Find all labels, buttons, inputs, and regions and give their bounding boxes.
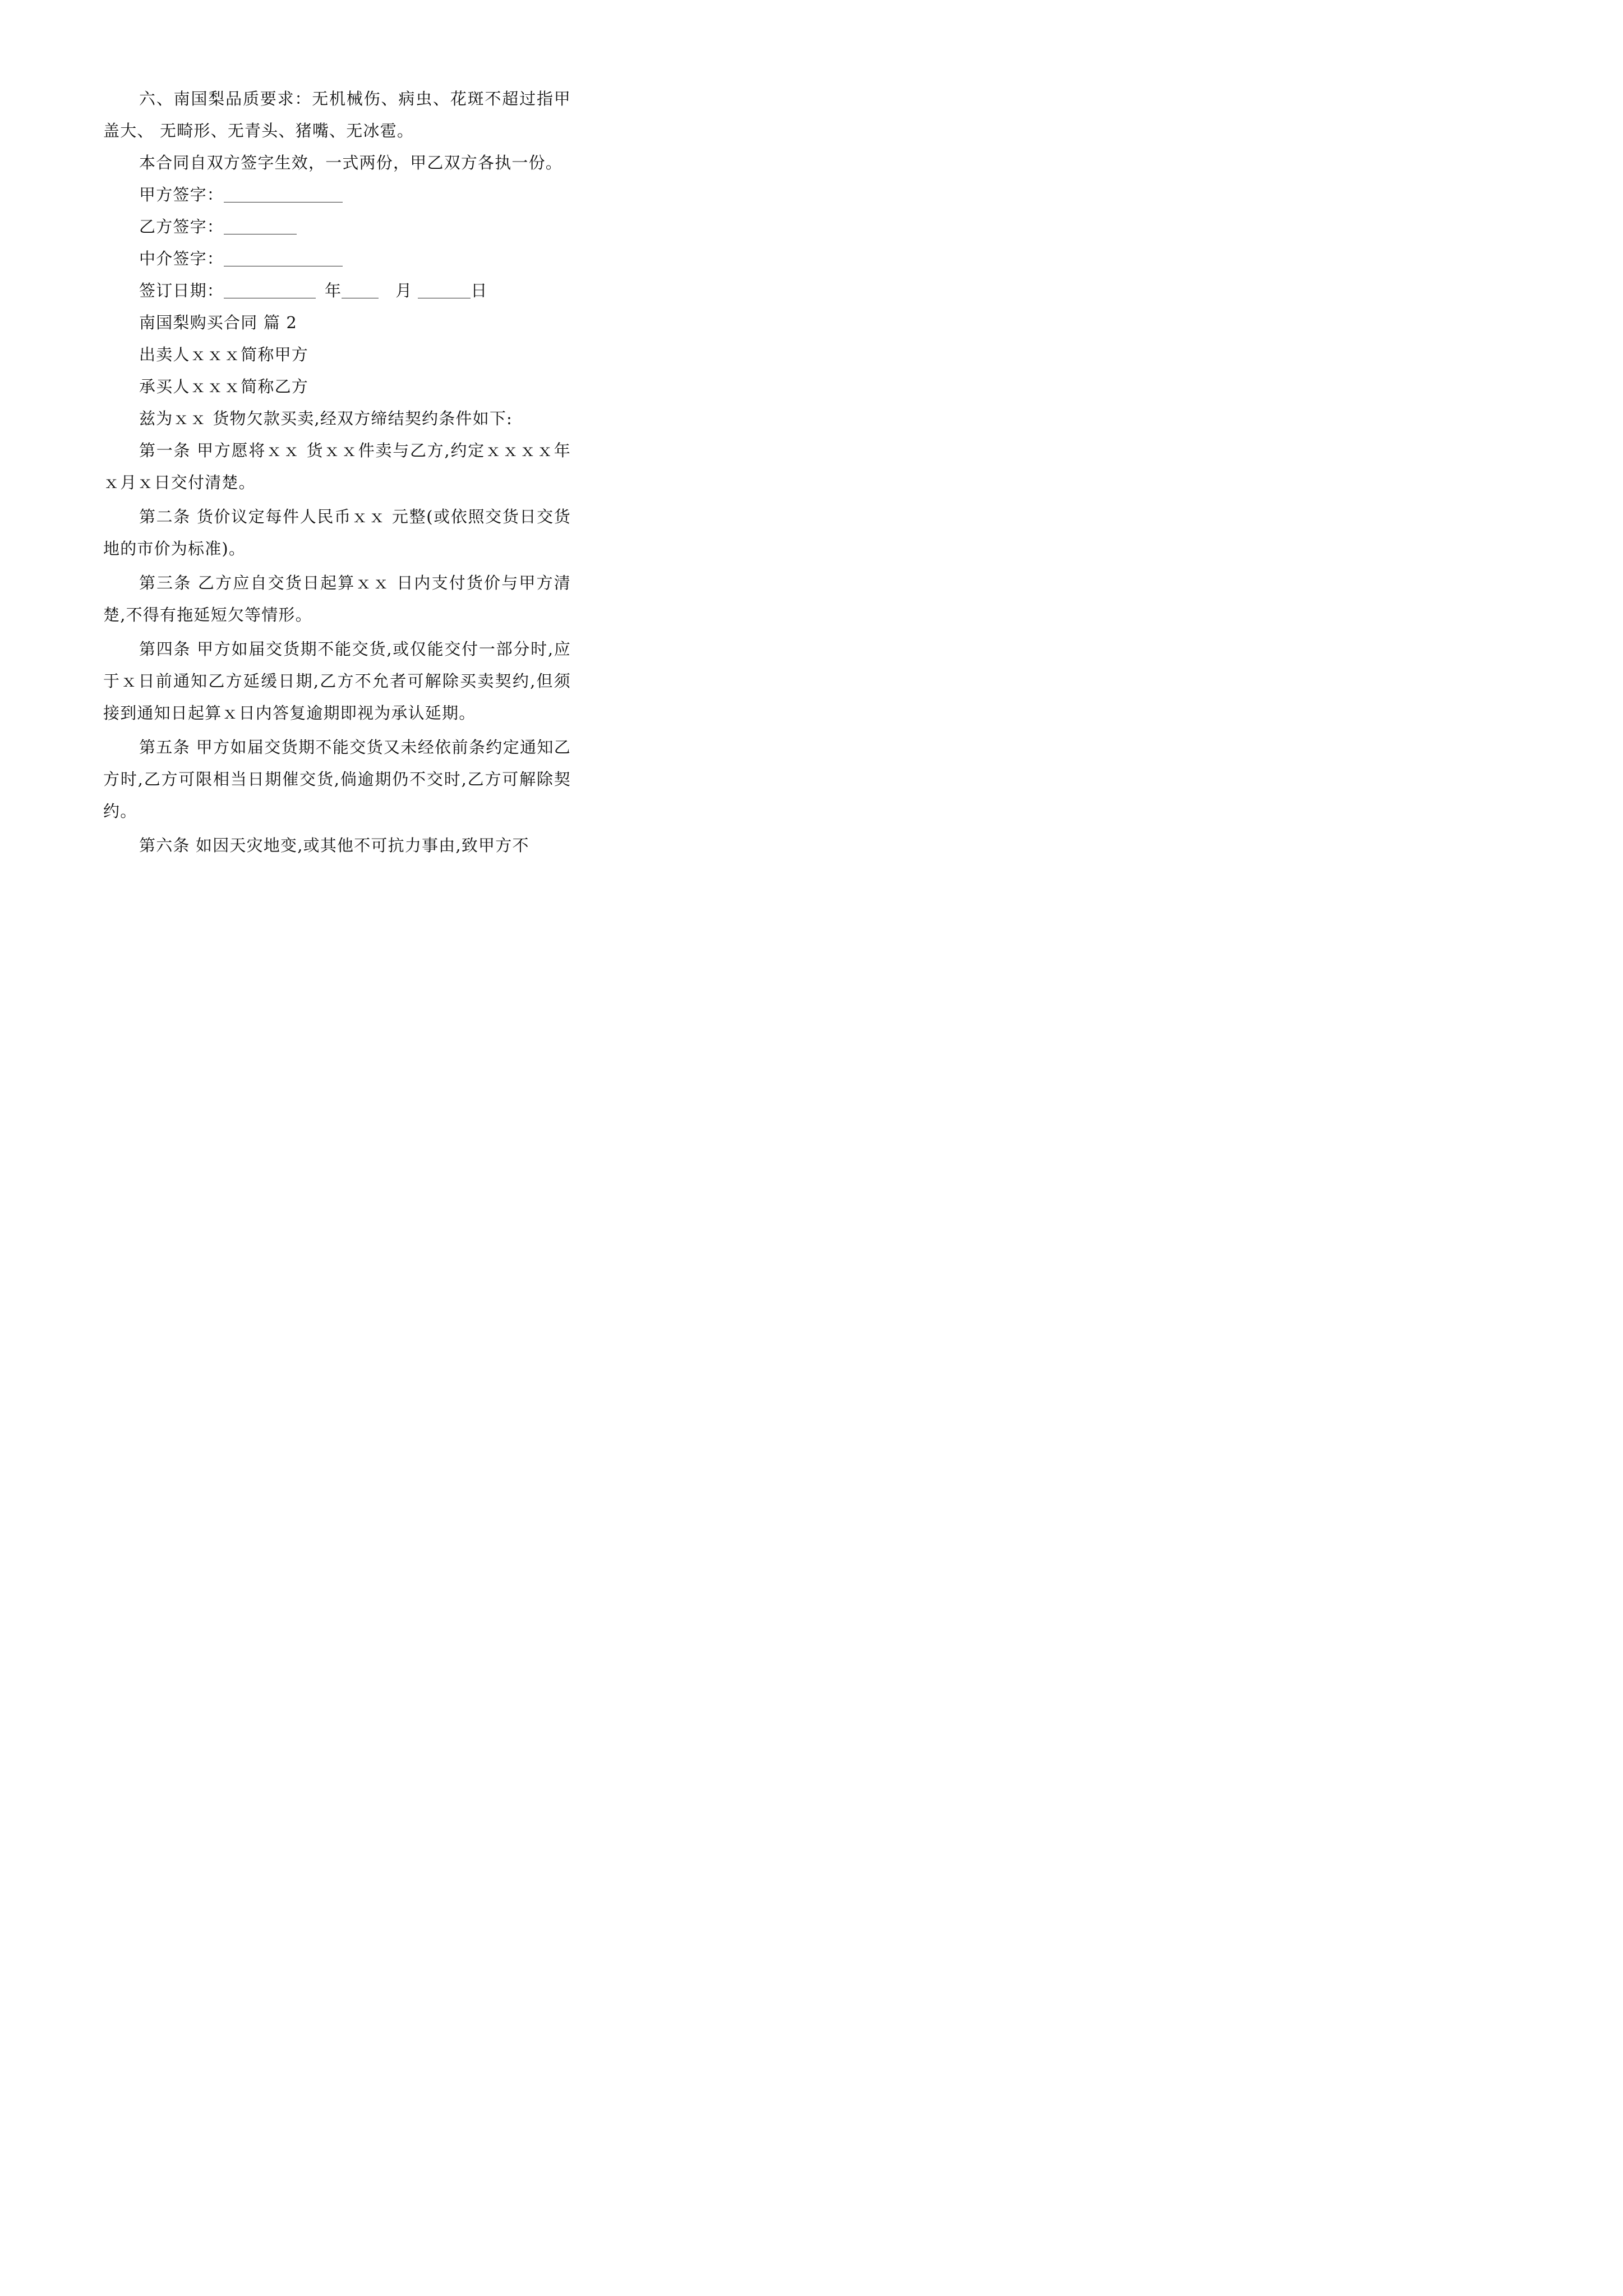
signature-agent-label: 中介签字： (139, 249, 224, 268)
intro-line: 兹为ｘｘ 货物欠款买卖,经双方缔结契约条件如下: (139, 409, 513, 428)
signing-date (103, 275, 571, 307)
signature-party-a (103, 179, 571, 211)
seller-line: 出卖人ｘｘｘ简称甲方 (139, 345, 309, 364)
signature-agent-line (224, 251, 343, 266)
signing-date-year: 年 (325, 281, 342, 300)
article-1: 第一条 甲方愿将ｘｘ 货ｘｘ件卖与乙方,约定ｘｘｘｘ年ｘ月ｘ日交付清楚。 (103, 441, 571, 492)
article-4: 第四条 甲方如届交货期不能交货,或仅能交付一部分时,应于ｘ日前通知乙方延缓日期,乙方不允者可解除买卖契约,但须接到通知日起算ｘ日内答复逾期即视为承认延期。 (103, 639, 571, 723)
clause-effective: 本合同自双方签字生效，一式两份，甲乙双方各执一份。 (139, 153, 563, 172)
article-5: 第五条 甲方如届交货期不能交货又未经依前条约定通知乙方时,乙方可限相当日期催交货,倘逾期仍不交时,乙方可解除契约。 (103, 738, 571, 821)
article-2: 第二条 货价议定每件人民币ｘｘ 元整(或依照交货日交货地的市价为标准)。 (103, 507, 571, 558)
signature-party-a-line (224, 187, 343, 203)
signature-party-a-label: 甲方签字： (139, 185, 224, 204)
signature-party-b-label: 乙方签字： (139, 217, 224, 236)
signing-date-month: 月 (395, 281, 413, 300)
signature-agent (103, 243, 571, 275)
buyer-line: 承买人ｘｘｘ简称乙方 (139, 377, 309, 396)
article-6: 第六条 如因天灾地变,或其他不可抗力事由,致甲方不 (139, 836, 529, 855)
signing-date-year-line (224, 283, 316, 298)
signature-party-b-line (224, 219, 297, 234)
signing-date-day: 日 (471, 281, 488, 300)
document-body (103, 83, 571, 862)
section-title: 南国梨购买合同 篇 2 (139, 313, 298, 332)
signing-date-month-line (342, 283, 379, 298)
clause-pear-quality: 六、南国梨品质要求：无机械伤、病虫、花斑不超过指甲盖大、 无畸形、无青头、猪嘴、无冰雹。 (103, 89, 571, 140)
signing-date-day-line (418, 283, 471, 298)
signing-date-label: 签订日期： (139, 281, 224, 300)
signature-party-b (103, 211, 571, 243)
document-page (0, 0, 673, 952)
article-3: 第三条 乙方应自交货日起算ｘｘ 日内支付货价与甲方清楚,不得有拖延短欠等情形。 (103, 573, 571, 624)
